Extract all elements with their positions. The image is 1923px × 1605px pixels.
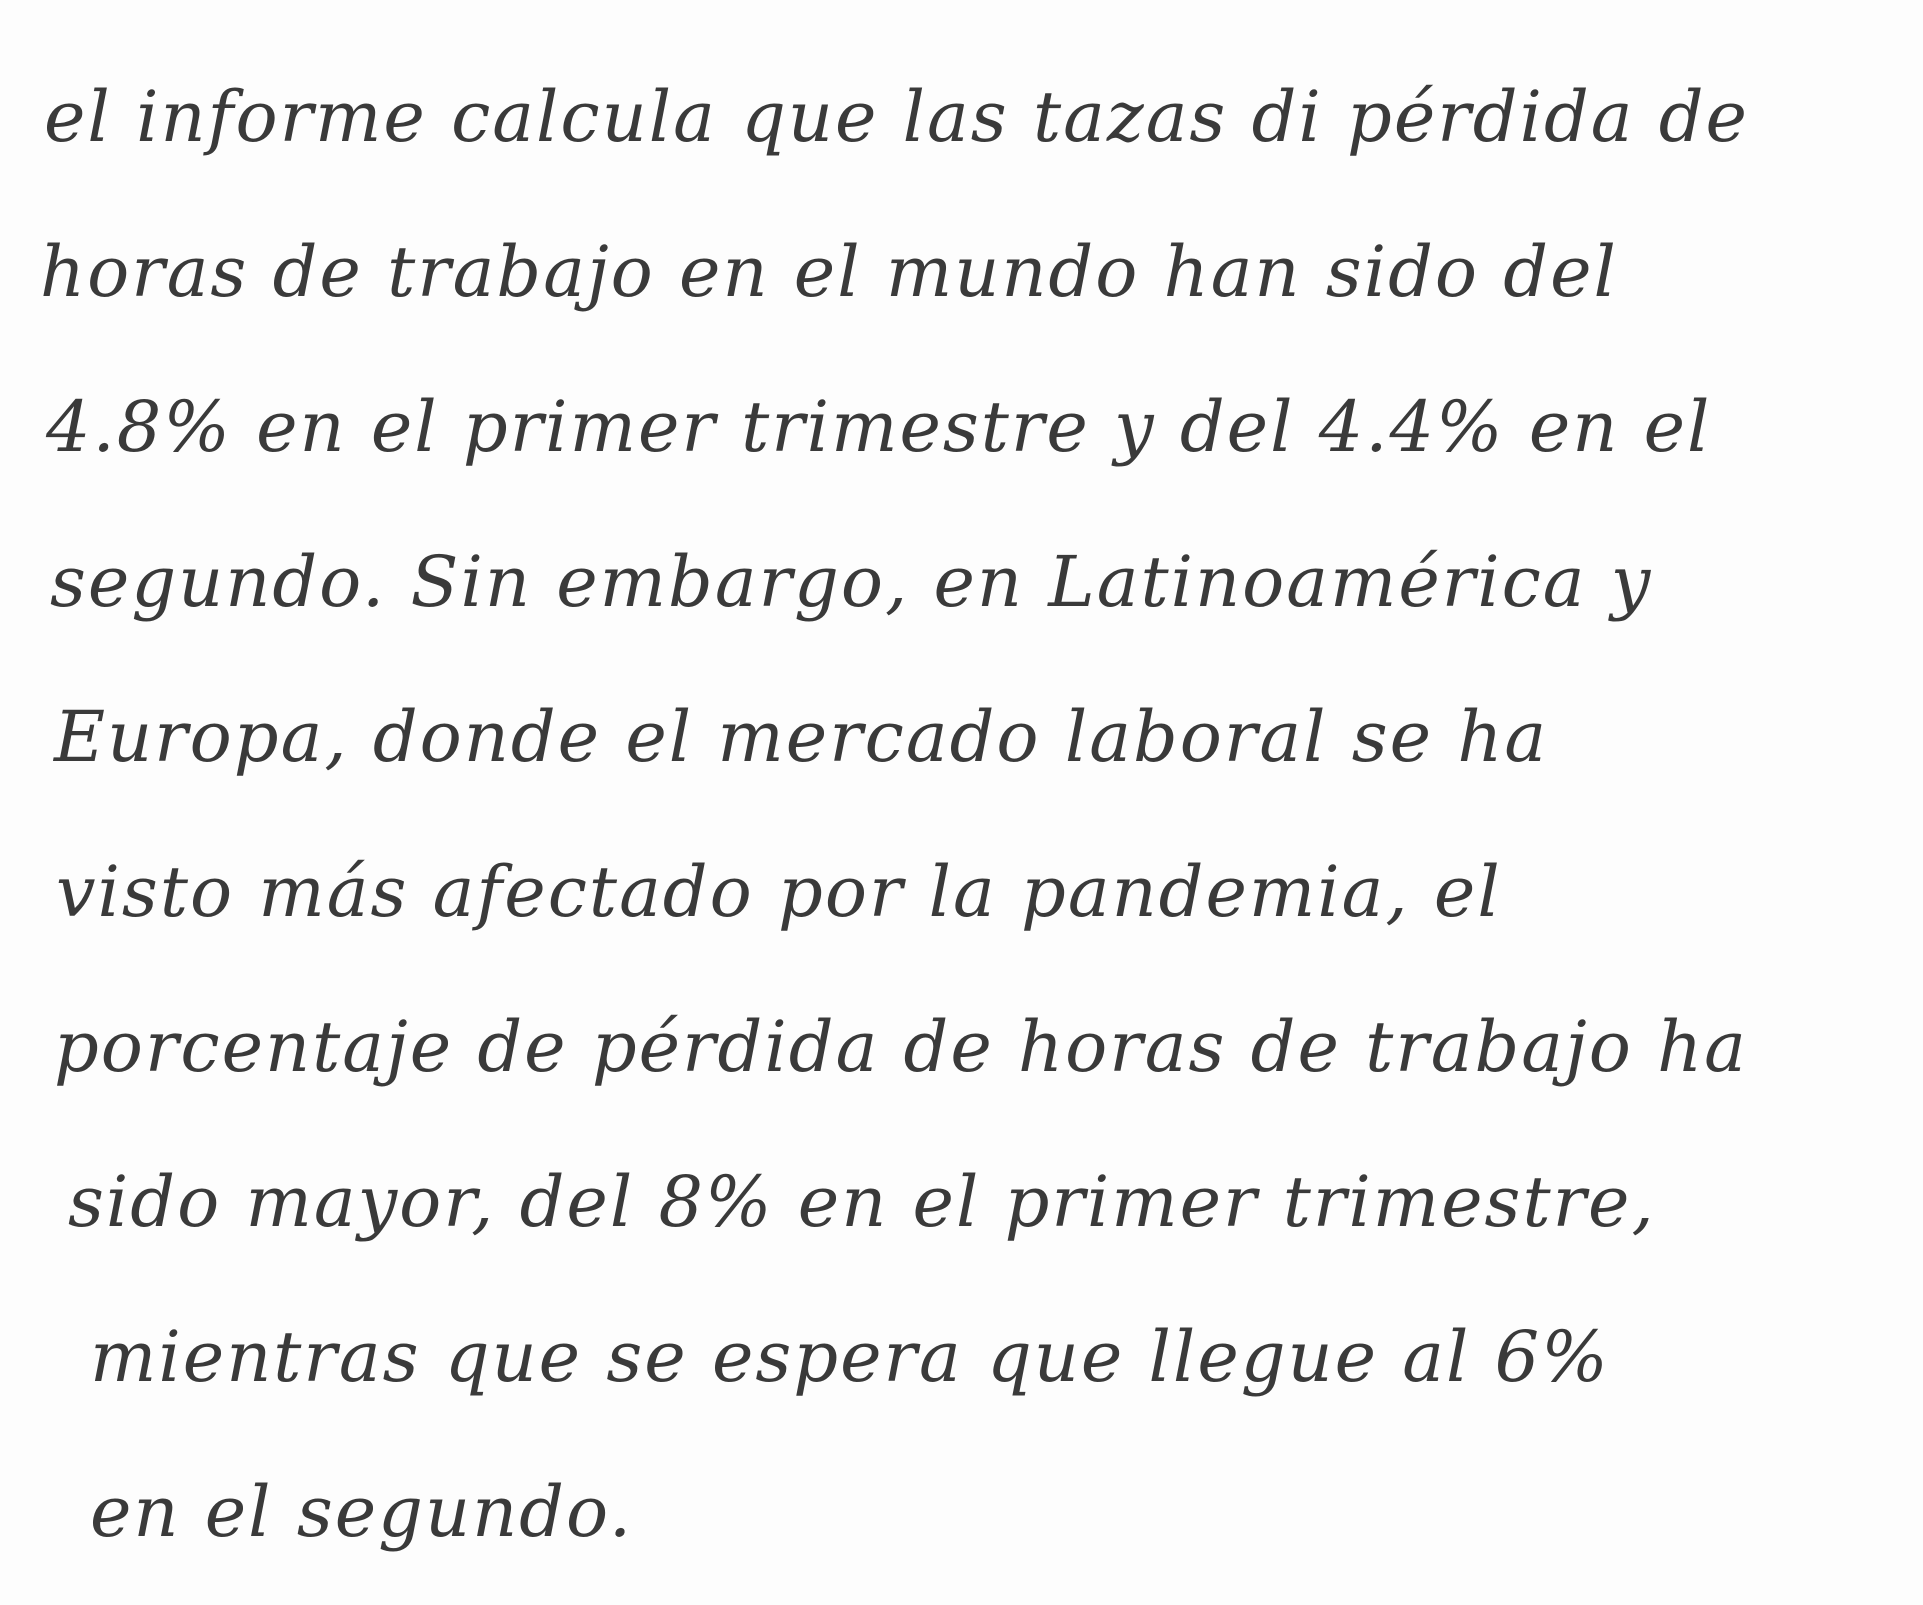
text-line-10: en el segundo. — [90, 1471, 634, 1553]
text-line-3: 4.8% en el primer trimestre y del 4.4% en el — [46, 386, 1712, 468]
text-line-2: horas de trabajo en el mundo han sido del — [40, 231, 1618, 313]
text-line-1: el informe calcula que las tazas di pérdida de — [44, 76, 1749, 158]
handwritten-text-block — [40, 40, 1880, 1590]
text-line-7: porcentaje de pérdida de horas de trabajo ha — [54, 1006, 1748, 1088]
text-line-9: mientras que se espera que llegue al 6% — [90, 1316, 1610, 1398]
text-line-5: Europa, donde el mercado laboral se ha — [54, 696, 1549, 778]
text-line-4: segundo. Sin embargo, en Latinoamérica y — [50, 541, 1653, 623]
text-line-6: visto más afectado por la pandemia, el — [56, 851, 1502, 933]
text-line-8: sido mayor, del 8% en el primer trimestre, — [68, 1161, 1656, 1243]
